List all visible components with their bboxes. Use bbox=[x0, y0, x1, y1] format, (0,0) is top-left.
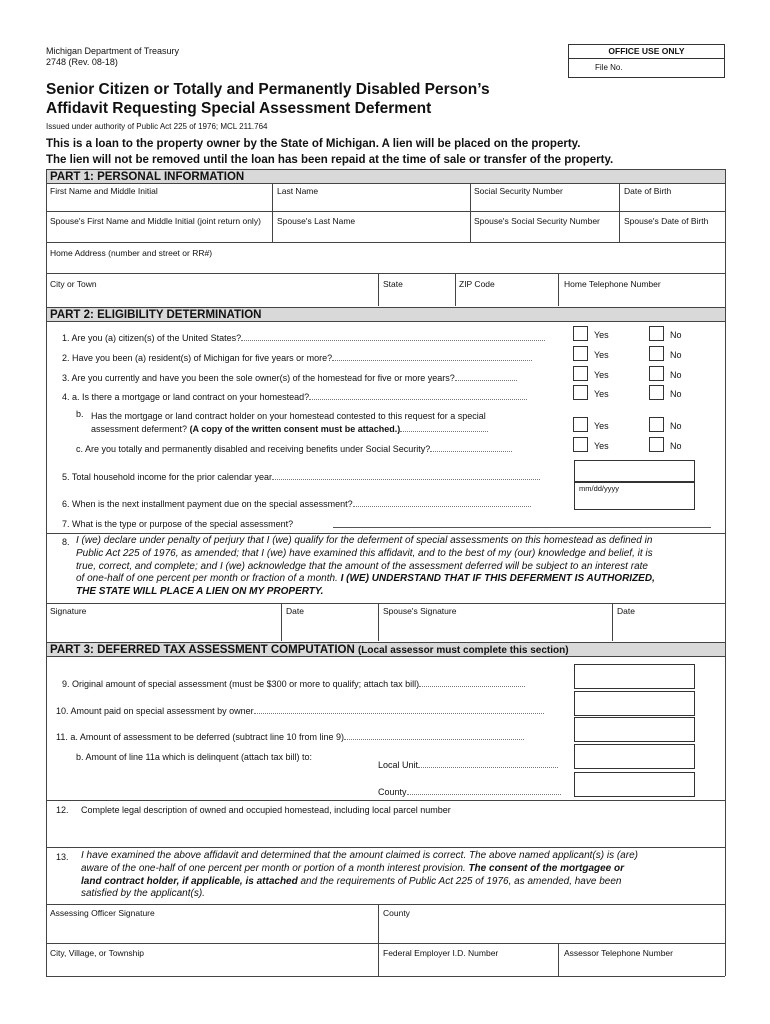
part3-heading: PART 3: DEFERRED TAX ASSESSMENT COMPUTATION (Local assessor must complete this section) bbox=[46, 642, 725, 657]
question-11a: 11. a. Amount of assessment to be deferred (subtract line 10 from line 9) bbox=[56, 732, 524, 743]
signature-field[interactable]: Signature bbox=[50, 606, 87, 616]
q4c-no-checkbox[interactable] bbox=[649, 437, 664, 452]
q4b-yes-checkbox[interactable] bbox=[573, 417, 588, 432]
county-delinquent-input[interactable] bbox=[574, 772, 695, 797]
question-11b: b. Amount of line 11a which is delinquent (attach tax bill) to: bbox=[76, 752, 312, 762]
spouse-signature-field[interactable]: Spouse's Signature bbox=[383, 606, 457, 616]
q4c-yes-checkbox[interactable] bbox=[573, 437, 588, 452]
part1-heading: PART 1: PERSONAL INFORMATION bbox=[46, 169, 725, 184]
col-divider bbox=[470, 184, 471, 242]
state-field[interactable]: State bbox=[383, 279, 403, 289]
local-unit-label: Local Unit bbox=[378, 760, 558, 771]
question-7: 7. What is the type or purpose of the special assessment? bbox=[62, 519, 294, 529]
col-divider bbox=[558, 943, 559, 976]
col-divider bbox=[378, 273, 379, 306]
spouse-ssn-field[interactable]: Spouse's Social Security Number bbox=[474, 216, 600, 226]
authority-text: Issued under authority of Public Act 225 of 1976; MCL 211.764 bbox=[46, 122, 268, 131]
q4c-no-label: No bbox=[670, 441, 682, 451]
section-divider bbox=[46, 533, 725, 534]
assessment-purpose-input[interactable] bbox=[333, 527, 711, 528]
form-number: 2748 (Rev. 08-18) bbox=[46, 57, 118, 67]
original-assessment-input[interactable] bbox=[574, 664, 695, 689]
form-title-line2: Affidavit Requesting Special Assessment Deferment bbox=[46, 100, 432, 117]
household-income-input[interactable] bbox=[574, 460, 695, 482]
question-9: 9. Original amount of special assessment (must be $300 or more to qualify; attach tax bill) bbox=[62, 679, 525, 690]
lien-notice-line2: The lien will not be removed until the loan has been repaid at the time of sale or transfer of the property. bbox=[46, 154, 614, 166]
question-2: 2. Have you been (a) resident(s) of Michigan for five years or more? bbox=[62, 353, 532, 364]
spouse-last-name-field[interactable]: Spouse's Last Name bbox=[277, 216, 356, 226]
question-1: 1. Are you (a) citizen(s) of the United States? bbox=[62, 333, 545, 344]
question-6: 6. When is the next installment payment due on the special assessment? bbox=[62, 499, 531, 510]
q4a-no-label: No bbox=[670, 389, 682, 399]
question-8-number: 8. bbox=[62, 537, 70, 547]
q4a-no-checkbox[interactable] bbox=[649, 385, 664, 400]
question-10: 10. Amount paid on special assessment by owner bbox=[56, 706, 544, 717]
dob-field[interactable]: Date of Birth bbox=[624, 186, 672, 196]
q2-no-label: No bbox=[670, 350, 682, 360]
lien-notice-line1: This is a loan to the property owner by the State of Michigan. A lien will be placed on the property. bbox=[46, 138, 581, 150]
agency-name: Michigan Department of Treasury bbox=[46, 46, 180, 56]
col-divider bbox=[378, 603, 379, 641]
question-5: 5. Total household income for the prior calendar year bbox=[62, 472, 540, 483]
section-divider bbox=[46, 800, 725, 801]
col-divider bbox=[619, 184, 620, 242]
question-12-number: 12. bbox=[56, 805, 69, 815]
office-use-box bbox=[568, 44, 725, 78]
q4a-yes-label: Yes bbox=[594, 389, 609, 399]
col-divider bbox=[378, 904, 379, 976]
spouse-first-name-field[interactable]: Spouse's First Name and Middle Initial (joint return only) bbox=[50, 216, 261, 226]
assessing-officer-signature-field[interactable]: Assessing Officer Signature bbox=[50, 908, 155, 918]
q2-no-checkbox[interactable] bbox=[649, 346, 664, 361]
form-border-bottom bbox=[46, 976, 725, 977]
row-divider bbox=[46, 943, 725, 944]
perjury-declaration: I (we) declare under penalty of perjury that I (we) qualify for the deferment of special assessments on this homestead as defined in Public Act 225 of 1976, as amended; that I (we) have examined this affidavit, and to the best of my (our) knowledge and belief, it is true, correct, and complete; and I (we) acknowledge that the amount of the assessment deferred will be subject to an interest rate of one-half of one percent per month or fraction of a month. I (WE) UNDERSTAND THAT IF THIS DEFERMENT IS AUTHORIZED, THE STATE WILL PLACE A LIEN ON MY PROPERTY. bbox=[76, 535, 655, 598]
q4b-no-label: No bbox=[670, 421, 682, 431]
question-12: Complete legal description of owned and occupied homestead, including local parcel number bbox=[81, 805, 451, 815]
q2-yes-label: Yes bbox=[594, 350, 609, 360]
question-4a: 4. a. Is there a mortgage or land contract on your homestead? bbox=[62, 392, 527, 403]
deferred-amount-input[interactable] bbox=[574, 717, 695, 742]
county-label: County bbox=[378, 787, 561, 798]
fein-field[interactable]: Federal Employer I.D. Number bbox=[383, 948, 499, 958]
row-divider bbox=[46, 211, 725, 212]
q4b-yes-label: Yes bbox=[594, 421, 609, 431]
q3-yes-checkbox[interactable] bbox=[573, 366, 588, 381]
q3-no-label: No bbox=[670, 370, 682, 380]
zip-field[interactable]: ZIP Code bbox=[459, 279, 495, 289]
q4c-yes-label: Yes bbox=[594, 441, 609, 451]
spouse-signature-date-field[interactable]: Date bbox=[617, 606, 635, 616]
legal-description-input[interactable] bbox=[46, 818, 725, 847]
q2-yes-checkbox[interactable] bbox=[573, 346, 588, 361]
q3-yes-label: Yes bbox=[594, 370, 609, 380]
question-4b-line2: assessment deferment? (A copy of the written consent must be attached.) bbox=[91, 424, 488, 435]
assessor-county-field[interactable]: County bbox=[383, 908, 410, 918]
section-divider bbox=[46, 847, 725, 848]
first-name-field[interactable]: First Name and Middle Initial bbox=[50, 186, 158, 196]
row-divider bbox=[46, 904, 725, 905]
form-border-right bbox=[725, 169, 726, 976]
q1-yes-label: Yes bbox=[594, 330, 609, 340]
row-divider bbox=[46, 603, 725, 604]
q3-no-checkbox[interactable] bbox=[649, 366, 664, 381]
last-name-field[interactable]: Last Name bbox=[277, 186, 319, 196]
q4b-no-checkbox[interactable] bbox=[649, 417, 664, 432]
local-unit-delinquent-input[interactable] bbox=[574, 744, 695, 769]
office-use-label: OFFICE USE ONLY bbox=[569, 45, 724, 59]
city-village-township-field[interactable]: City, Village, or Township bbox=[50, 948, 145, 958]
q1-no-label: No bbox=[670, 330, 682, 340]
form-border-left bbox=[46, 169, 47, 976]
q1-no-checkbox[interactable] bbox=[649, 326, 664, 341]
col-divider bbox=[558, 273, 559, 306]
q4a-yes-checkbox[interactable] bbox=[573, 385, 588, 400]
assessor-certification: I have examined the above affidavit and determined that the amount claimed is correct. The above named applicant(s) is (are) aware of the one-half of one percent per month or portion of a month interest provision. The consent of the mortgagee or land contract holder, if applicable, is attached and the requirements of Public Act 225 of 1976, as amended, have been satisfied by the applicant(s). bbox=[81, 850, 638, 900]
date-format-hint: mm/dd/yyyy bbox=[579, 484, 620, 493]
row-divider bbox=[46, 273, 725, 274]
assessor-phone-field[interactable]: Assessor Telephone Number bbox=[564, 948, 673, 958]
amount-paid-input[interactable] bbox=[574, 691, 695, 716]
row-divider bbox=[46, 242, 725, 243]
signature-date-field[interactable]: Date bbox=[286, 606, 304, 616]
col-divider bbox=[272, 184, 273, 242]
question-13-number: 13. bbox=[56, 852, 69, 862]
next-payment-due-input[interactable] bbox=[574, 482, 695, 510]
home-address-field[interactable]: Home Address (number and street or RR#) bbox=[50, 248, 213, 258]
question-4b-letter: b. bbox=[76, 409, 84, 419]
part2-heading: PART 2: ELIGIBILITY DETERMINATION bbox=[46, 307, 725, 322]
question-4c: c. Are you totally and permanently disabled and receiving benefits under Social Security? bbox=[76, 444, 512, 455]
phone-field[interactable]: Home Telephone Number bbox=[564, 279, 661, 289]
question-4b-line1: Has the mortgage or land contract holder on your homestead contested to this request for a special bbox=[91, 411, 486, 421]
file-no-field[interactable]: File No. bbox=[595, 63, 623, 72]
col-divider bbox=[455, 273, 456, 306]
spouse-dob-field[interactable]: Spouse's Date of Birth bbox=[624, 216, 709, 226]
city-field[interactable]: City or Town bbox=[50, 279, 97, 289]
question-3: 3. Are you currently and have you been the sole owner(s) of the homestead for five or more years? bbox=[62, 373, 517, 384]
q1-yes-checkbox[interactable] bbox=[573, 326, 588, 341]
col-divider bbox=[281, 603, 282, 641]
col-divider bbox=[612, 603, 613, 641]
ssn-field[interactable]: Social Security Number bbox=[474, 186, 563, 196]
form-title-line1: Senior Citizen or Totally and Permanently Disabled Person’s bbox=[46, 81, 490, 98]
